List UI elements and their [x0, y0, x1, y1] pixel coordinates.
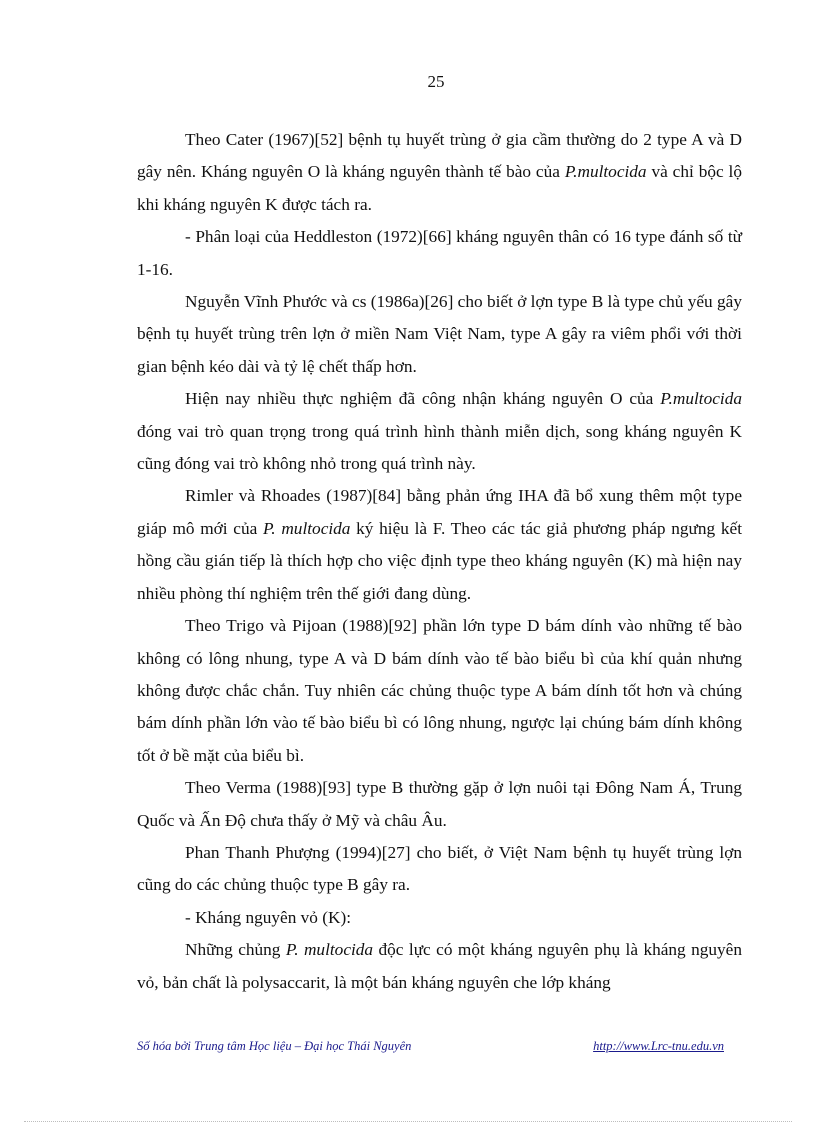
footer-source: Số hóa bởi Trung tâm Học liệu – Đại học Thái Nguyên	[137, 1039, 412, 1053]
paragraph	[137, 610, 742, 772]
species-name: P. multocida	[262, 518, 351, 538]
document-body	[137, 124, 742, 999]
paragraph	[137, 837, 742, 902]
paragraph	[137, 480, 742, 610]
paragraph-text: ký hiệu là F. Theo các tác giả phương pháp ngưng kết hồng cầu gián tiếp là thích hợp cho việc định type theo kháng nguyên (K) mà hiện nay nhiều phòng thí nghiệm trên thế giới đang dùng.	[137, 518, 742, 603]
species-name: P.multocida	[660, 389, 742, 409]
paragraph-text: Những chủng	[185, 940, 286, 960]
paragraph-text: Nguyễn Vĩnh Phước và cs (1986a)[26] cho biết ở lợn type B là type chủ yếu gây bệnh tụ huyết trùng trên lợn ở miền Nam Việt Nam, type A gây ra viêm phổi với thời gian bệnh kéo dài và tỷ lệ chết thấp hơn.	[137, 292, 742, 376]
paragraph-text: Phan Thanh Phượng (1994)[27] cho biết, ở Việt Nam bệnh tụ huyết trùng lợn cũng do các chủng thuộc type B gây ra.	[137, 842, 742, 895]
paragraph	[137, 124, 742, 221]
paragraph	[137, 383, 742, 480]
page-bottom-divider	[24, 1121, 792, 1122]
paragraph	[137, 221, 742, 286]
paragraph-text: đóng vai trò quan trọng trong quá trình hình thành miễn dịch, song kháng nguyên K cũng đóng vai trò không nhỏ trong quá trình này.	[137, 421, 742, 474]
paragraph-text: Theo Cater (1967)[52] bệnh tụ huyết trùng ở gia cầm thường do 2 type A và D gây nên. Kháng nguyên O là kháng nguyên thành tế bào của	[137, 130, 742, 182]
species-name: P. multocida	[285, 940, 374, 960]
paragraph-text: và chỉ bộc lộ khi kháng nguyên K được tách ra.	[137, 162, 742, 214]
page-number: 25	[427, 72, 445, 91]
paragraph-text: Rimler và Rhoades (1987)[84] bằng phản ứng IHA đã bổ xung thêm một type giáp mô mới của	[137, 486, 742, 538]
paragraph	[137, 772, 742, 837]
paragraph-text: - Kháng nguyên vỏ (K):	[185, 907, 352, 927]
paragraph	[137, 286, 742, 383]
paragraph-text: Theo Trigo và Pijoan (1988)[92] phần lớn type D bám dính vào những tế bào không có lông nhung, type A và D bám dính vào tế bào biểu bì của khí quản nhưng không được chắc chắn. Tuy nhiên các chủng thuộc type A bám dính tốt hơn và chúng bám dính phần lớn vào tế bào biểu bì có lông nhung, ngược lại chúng bám dính không tốt ở bề mặt của biểu bì.	[137, 616, 742, 765]
paragraph-text: Hiện nay nhiều thực nghiệm đã công nhận kháng nguyên O của	[185, 389, 661, 409]
paragraph	[137, 934, 742, 999]
paragraph-text: Theo Verma (1988)[93] type B thường gặp ở lợn nuôi tại Đông Nam Á, Trung Quốc và Ấn Độ chưa thấy ở Mỹ và châu Âu.	[137, 778, 742, 830]
paragraph-text: - Phân loại của Heddleston (1972)[66] kháng nguyên thân có 16 type đánh số từ 1-16.	[137, 227, 742, 279]
page-footer	[137, 1039, 724, 1054]
paragraph-text: độc lực có một kháng nguyên phụ là kháng nguyên vỏ, bản chất là polysaccarit, là một bán kháng nguyên che lớp kháng	[137, 940, 742, 992]
paragraph	[137, 902, 742, 934]
footer-link[interactable]: http://www.Lrc-tnu.edu.vn	[593, 1039, 724, 1053]
species-name: P.multocida	[564, 162, 647, 182]
